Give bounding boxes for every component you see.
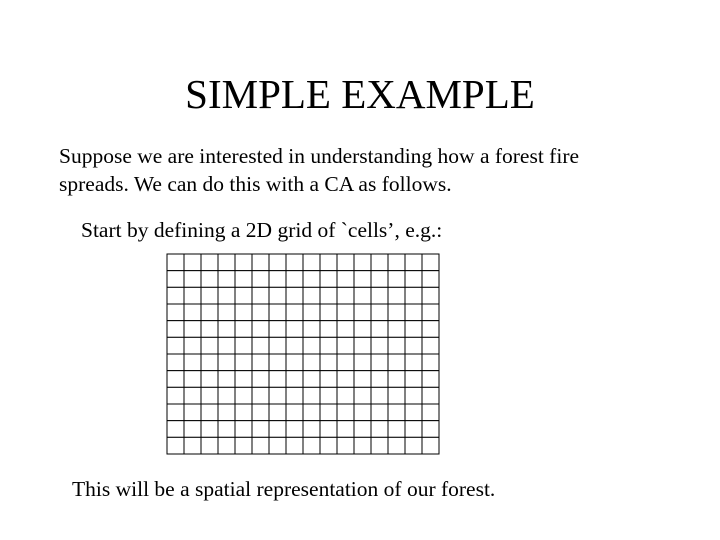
grid-cell: [184, 371, 201, 388]
grid-cell: [303, 337, 320, 354]
grid-cell: [337, 387, 354, 404]
grid-cell: [303, 354, 320, 371]
grid-cell: [218, 271, 235, 288]
grid-cell: [337, 287, 354, 304]
grid-cell: [269, 287, 286, 304]
grid-cell: [252, 421, 269, 438]
grid-cell: [167, 421, 184, 438]
grid-cell: [388, 354, 405, 371]
grid-cell: [269, 387, 286, 404]
grid-cell: [184, 437, 201, 454]
grid-cell: [201, 354, 218, 371]
grid-cell: [235, 321, 252, 338]
grid-cell: [184, 287, 201, 304]
grid-cell: [320, 287, 337, 304]
grid-cell: [252, 254, 269, 271]
grid-cell: [371, 437, 388, 454]
grid-cell: [320, 254, 337, 271]
grid-cell: [388, 404, 405, 421]
grid-cell: [422, 354, 439, 371]
grid-cell: [235, 254, 252, 271]
grid-cell: [354, 321, 371, 338]
grid-cell: [201, 254, 218, 271]
grid-cell: [269, 437, 286, 454]
grid-cell: [371, 387, 388, 404]
grid-cell: [303, 404, 320, 421]
grid-cell: [235, 371, 252, 388]
grid-cell: [354, 437, 371, 454]
grid-cell: [201, 304, 218, 321]
intro-line-1: Suppose we are interested in understanding how a forest fire: [59, 144, 580, 168]
grid-cell: [286, 404, 303, 421]
grid-cell: [405, 421, 422, 438]
grid-cell: [354, 404, 371, 421]
grid-cell: [371, 321, 388, 338]
grid-cell: [286, 304, 303, 321]
grid-cell: [252, 321, 269, 338]
grid-cell: [269, 354, 286, 371]
grid-cell: [371, 287, 388, 304]
grid-cell: [303, 387, 320, 404]
grid-cell: [252, 337, 269, 354]
grid-cell: [422, 437, 439, 454]
grid-cell: [167, 354, 184, 371]
grid-cell: [320, 271, 337, 288]
grid-cell: [405, 287, 422, 304]
grid-cell: [286, 354, 303, 371]
grid-cell: [235, 337, 252, 354]
grid-cell: [422, 371, 439, 388]
grid-cell: [371, 254, 388, 271]
grid-cell: [184, 354, 201, 371]
grid-cell: [405, 437, 422, 454]
grid-cell: [252, 371, 269, 388]
grid-cell: [388, 371, 405, 388]
grid-cell: [388, 321, 405, 338]
grid-cell: [269, 254, 286, 271]
grid-cell: [235, 271, 252, 288]
grid-cell: [218, 371, 235, 388]
grid-cell: [388, 287, 405, 304]
grid-cell: [388, 337, 405, 354]
grid-cell: [269, 371, 286, 388]
grid-cell: [337, 304, 354, 321]
grid-cell: [320, 304, 337, 321]
grid-cell: [252, 287, 269, 304]
grid-cell: [354, 271, 371, 288]
grid-cell: [167, 371, 184, 388]
grid-cell: [320, 371, 337, 388]
grid-cell: [388, 437, 405, 454]
grid-cell: [235, 404, 252, 421]
grid-cell: [235, 437, 252, 454]
grid-cell: [320, 354, 337, 371]
grid-cell: [337, 371, 354, 388]
grid-cell: [320, 437, 337, 454]
grid-cell: [354, 337, 371, 354]
grid-cell: [303, 321, 320, 338]
grid-cell: [201, 421, 218, 438]
grid-cell: [337, 437, 354, 454]
grid-cell: [303, 287, 320, 304]
grid-caption: Start by defining a 2D grid of `cells’, e.g.:: [81, 218, 443, 242]
grid-cell: [252, 437, 269, 454]
grid-cell: [252, 304, 269, 321]
grid-cell: [201, 404, 218, 421]
grid-cell: [337, 271, 354, 288]
grid-cell: [422, 404, 439, 421]
grid-cell: [218, 321, 235, 338]
grid-cell: [235, 354, 252, 371]
grid-cell: [167, 337, 184, 354]
grid-cell: [167, 271, 184, 288]
grid-cell: [337, 337, 354, 354]
grid-cell: [354, 387, 371, 404]
grid-cell: [269, 421, 286, 438]
grid-cell: [201, 321, 218, 338]
grid-cell: [337, 404, 354, 421]
grid-cell: [303, 371, 320, 388]
grid-cell: [235, 287, 252, 304]
grid-cell: [201, 271, 218, 288]
grid-cell: [405, 387, 422, 404]
grid-cell: [252, 271, 269, 288]
grid-cell: [405, 337, 422, 354]
grid-cell: [218, 287, 235, 304]
grid-cell: [354, 371, 371, 388]
grid-cell: [184, 421, 201, 438]
grid-cell: [184, 321, 201, 338]
grid-cell: [184, 404, 201, 421]
grid-cell: [388, 271, 405, 288]
grid-cell: [286, 271, 303, 288]
grid-cell: [388, 387, 405, 404]
grid-cell: [184, 271, 201, 288]
grid-cell: [337, 321, 354, 338]
grid-cell: [167, 304, 184, 321]
grid-cell: [320, 337, 337, 354]
grid-cell: [422, 337, 439, 354]
grid-cell: [354, 304, 371, 321]
grid-cell: [167, 437, 184, 454]
grid-cell: [218, 421, 235, 438]
grid-cell: [269, 337, 286, 354]
grid-cell: [218, 354, 235, 371]
grid-cell: [286, 254, 303, 271]
grid-cell: [286, 337, 303, 354]
grid-cell: [201, 437, 218, 454]
grid-cell: [422, 321, 439, 338]
grid-cell: [422, 387, 439, 404]
cell-grid: [166, 253, 440, 455]
grid-cell: [218, 404, 235, 421]
grid-cell: [252, 387, 269, 404]
grid-cell: [354, 254, 371, 271]
grid-cell: [184, 304, 201, 321]
grid-cell: [269, 304, 286, 321]
grid-cell: [337, 354, 354, 371]
grid-cell: [303, 304, 320, 321]
grid-cell: [184, 254, 201, 271]
grid-cell: [388, 254, 405, 271]
intro-line-2: spreads. We can do this with a CA as follows.: [59, 172, 452, 196]
grid-cell: [218, 254, 235, 271]
grid-cell: [235, 304, 252, 321]
grid-cell: [235, 421, 252, 438]
grid-cell: [218, 337, 235, 354]
grid-cell: [371, 354, 388, 371]
grid-cell: [320, 404, 337, 421]
grid-cell: [286, 437, 303, 454]
grid-cell: [303, 421, 320, 438]
intro-paragraph: [59, 142, 699, 198]
grid-cell: [405, 321, 422, 338]
grid-cell: [371, 421, 388, 438]
grid-cell: [405, 254, 422, 271]
grid-cell: [286, 371, 303, 388]
grid-cell: [422, 304, 439, 321]
grid-cell: [405, 271, 422, 288]
grid-cell: [422, 271, 439, 288]
grid-cell: [303, 254, 320, 271]
grid-cell: [388, 421, 405, 438]
grid-cell: [371, 337, 388, 354]
grid-cell: [354, 354, 371, 371]
grid-cell: [201, 387, 218, 404]
grid-cell: [201, 337, 218, 354]
grid-cell: [252, 404, 269, 421]
grid-cell: [405, 404, 422, 421]
grid-cell: [286, 287, 303, 304]
grid-cell: [422, 287, 439, 304]
grid-cell: [269, 404, 286, 421]
grid-cell: [422, 421, 439, 438]
grid-cell: [405, 354, 422, 371]
grid-cell: [218, 304, 235, 321]
grid-cell: [371, 404, 388, 421]
grid-cell: [354, 421, 371, 438]
grid-cell: [320, 421, 337, 438]
slide-title: SIMPLE EXAMPLE: [185, 71, 535, 117]
grid-cell: [422, 254, 439, 271]
grid-cell: [201, 287, 218, 304]
grid-cell: [337, 254, 354, 271]
grid-cell: [286, 387, 303, 404]
grid-cell: [303, 437, 320, 454]
grid-cell: [218, 437, 235, 454]
grid-cell: [320, 387, 337, 404]
grid-cell: [354, 287, 371, 304]
grid-cell: [269, 271, 286, 288]
grid-cell: [167, 254, 184, 271]
grid-cell: [405, 371, 422, 388]
grid-cell: [218, 387, 235, 404]
grid-cell: [167, 387, 184, 404]
grid-cell: [252, 354, 269, 371]
grid-cell: [235, 387, 252, 404]
grid-cell: [286, 421, 303, 438]
grid-cell: [167, 287, 184, 304]
grid-cell: [371, 371, 388, 388]
grid-cell: [371, 304, 388, 321]
grid-cell: [184, 387, 201, 404]
grid-cell: [320, 321, 337, 338]
grid-cell: [269, 321, 286, 338]
grid-cell: [201, 371, 218, 388]
grid-cell: [167, 404, 184, 421]
grid-cell: [337, 421, 354, 438]
grid-cell: [303, 271, 320, 288]
grid-cell: [286, 321, 303, 338]
grid-cell: [371, 271, 388, 288]
grid-cell: [388, 304, 405, 321]
grid-cell: [167, 321, 184, 338]
grid-cell: [405, 304, 422, 321]
grid-cell: [184, 337, 201, 354]
closing-text: This will be a spatial representation of our forest.: [72, 477, 496, 501]
